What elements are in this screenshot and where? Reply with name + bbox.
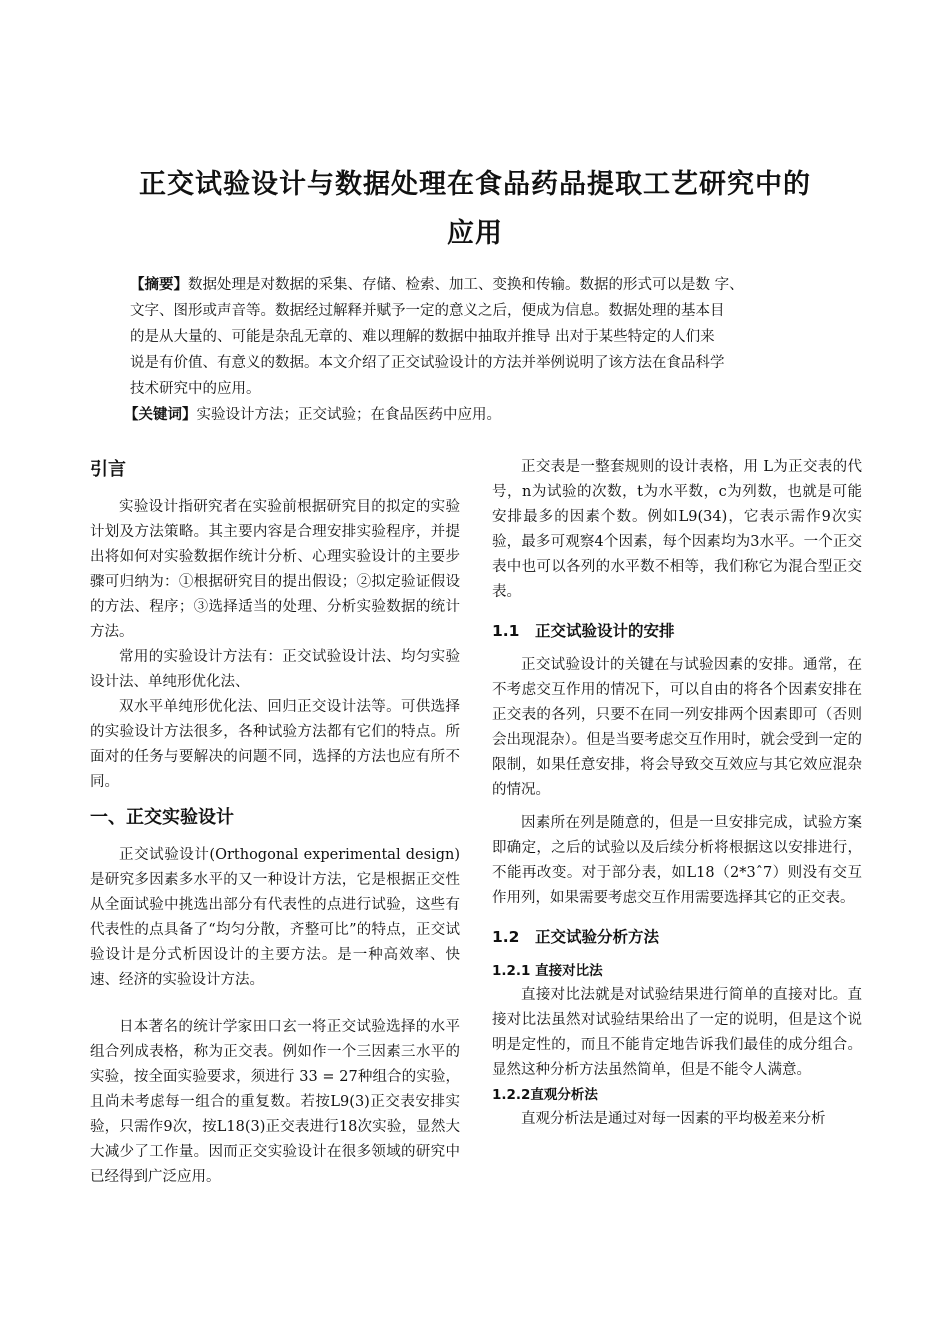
- right-paragraph-4: 直接对比法就是对试验结果进行简单的直接对比。直接对比法虽然对试验结果给出了一定的说明，但是这个说明是定性的，而且不能肯定地告诉我们最佳的成分组合。显然这种分析方法虽然简单，但是不能令人满意。: [492, 987, 862, 1078]
- keywords-text: 实验设计方法；正交试验；在食品医药中应用。: [196, 407, 501, 423]
- abstract-line-2: 文字、图形或声音等。数据经过解释并赋予一定的意义之后，便成为信息。数据处理的基本目: [130, 303, 725, 319]
- abstract-line-4: 说是有价值、有意义的数据。本文介绍了正交试验设计的方法并举例说明了该方法在食品科学: [130, 355, 725, 371]
- heading-introduction: 引言: [90, 459, 126, 480]
- intro-paragraph-1: 实验设计指研究者在实验前根据研究目的拟定的实验计划及方法策略。其主要内容是合理安排实验程序，并提出将如何对实验数据作统计分析、心理实验设计的主要步骤可归纳为：①根据研究目的提出假设；②拟定验证假设的方法、程序；③选择适当的处理、分析实验数据的统计方法。: [90, 499, 460, 640]
- right-column: [492, 455, 862, 1132]
- intro-paragraph-2: 常用的实验设计方法有：正交试验设计法、均匀实验设计法、单纯形优化法、: [90, 649, 460, 690]
- left-column: [90, 455, 460, 1190]
- heading-1-1: 1.1 正交试验设计的安排: [492, 622, 675, 640]
- section1-paragraph-1: 正交试验设计(Orthogonal experimental design)是研究多因素多水平的又一种设计方法，它是根据正交性从全面试验中挑选出部分有代表性的点进行试验，这些有代表性的点具备了“均匀分散，齐整可比”的特点，正交试验设计是分式析因设计的主要方法。是一种高效率、快速、经济的实验设计方法。: [90, 847, 460, 988]
- right-paragraph-1: 正交表是一整套规则的设计表格，用 L为正交表的代号，n为试验的次数，t为水平数，c为列数，也就是可能安排最多的因素个数。例如L9(34)，它表示需作9次实验，最多可观察4个因素，每个因素均为3水平。一个正交表中也可以各列的水平数不相等，我们称它为混合型正交表。: [492, 459, 862, 600]
- right-paragraph-5: 直观分析法是通过对每一因素的平均极差来分析: [521, 1111, 826, 1127]
- heading-1-2: 1.2 正交试验分析方法: [492, 928, 659, 946]
- abstract-line-3: 的是从大量的、可能是杂乱无章的、难以理解的数据中抽取并推导 出对于某些特定的人们来: [130, 329, 715, 345]
- keywords-tag: 【关键词】: [124, 407, 197, 423]
- intro-paragraph-3: 双水平单纯形优化法、回归正交设计法等。可供选择的实验设计方法很多，各种试验方法都有它们的特点。所面对的任务与要解决的问题不同，选择的方法也应有所不同。: [90, 699, 460, 790]
- heading-1-2-1: 1.2.1 直接对比法: [492, 963, 603, 979]
- abstract-line-1: 【摘要】数据处理是对数据的采集、存储、检索、加工、变换和传输。数据的形式可以是数 字、: [130, 277, 744, 293]
- paper-title-line1: 正交试验设计与数据处理在食品药品提取工艺研究中的: [139, 169, 811, 200]
- heading-section-1: 一、正交实验设计: [90, 807, 234, 828]
- right-paragraph-3: 因素所在列是随意的，但是一旦安排完成，试验方案即确定，之后的试验以及后续分析将根据这以安排进行，不能再改变。对于部分表，如L18（2*3ˆ7）则没有交互作用列，如果需要考虑交互作用需要选择其它的正交表。: [492, 815, 862, 906]
- abstract-line-5: 技术研究中的应用。: [130, 381, 261, 397]
- keywords-line: [124, 402, 501, 428]
- abstract-tag: 【摘要】: [130, 277, 188, 293]
- paper-title-line2: 应用: [447, 218, 503, 249]
- right-paragraph-2: 正交试验设计的关键在与试验因素的安排。通常，在不考虑交互作用的情况下，可以自由的将各个因素安排在正交表的各列，只要不在同一列安排两个因素即可（否则会出现混杂）。但是当要考虑交互作用时，就会受到一定的限制，如果任意安排，将会导致交互效应与其它效应混杂的情况。: [492, 657, 862, 798]
- section1-paragraph-2: 日本著名的统计学家田口玄一将正交试验选择的水平组合列成表格，称为正交表。例如作一个三因素三水平的实验，按全面实验要求，须进行 33 = 27种组合的实验，且尚未考虑每一组合的重复数。若按L9(3)正交表安排实验，只需作9次，按L18(3)正交表进行18次实验，显然大大减少了工作量。因而正交实验设计在很多领域的研究中已经得到广泛应用。: [90, 1019, 460, 1185]
- heading-1-2-2: 1.2.2直观分析法: [492, 1087, 598, 1103]
